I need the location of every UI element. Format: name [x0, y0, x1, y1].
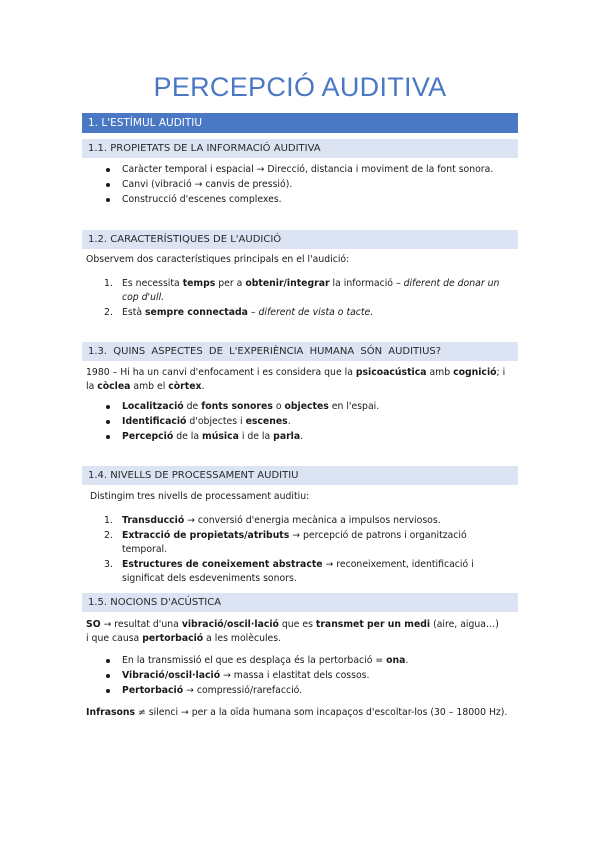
list-item: Caràcter temporal i espacial → Direcció, distancia i moviment de la font sonora.: [104, 163, 514, 177]
list-item: Pertorbació → compressió/rarefacció.: [104, 684, 514, 698]
subsection-1-5-heading: 1.5. NOCIONS D'ACÚSTICA: [82, 593, 518, 612]
list-item: Vibració/oscil·lació → massa i elastitat dels cossos.: [104, 669, 514, 683]
section-1-heading: 1. L'ESTÍMUL AUDITIU: [82, 113, 518, 133]
paragraph: SO → resultat d'una vibració/oscil·lació que es transmet per un medi (aire, aigua…) i que causa pertorbació a les molècules.: [86, 619, 499, 644]
list-item: Construcció d'escenes complexes.: [104, 193, 514, 207]
paragraph: Infrasons ≠ silenci → per a la oïda humana som incapaços d'escoltar-los (30 – 18000 Hz).: [86, 707, 508, 718]
properties-list: [104, 163, 514, 207]
aspects-list: [104, 400, 514, 444]
list-item: 2. Està sempre connectada – diferent de vista o tacte.: [104, 306, 374, 318]
list-item: 2. Extracció de propietats/atributs → percepció de patrons i organització temporal.: [104, 529, 467, 555]
acoustics-list: [104, 654, 514, 698]
list-item: 1. Es necessita temps per a obtenir/integrar la informació – diferent de donar un cop d'ull.: [104, 278, 500, 303]
subsection-1-1-heading: 1.1. PROPIETATS DE LA INFORMACIÓ AUDITIVA: [82, 139, 518, 158]
list-item: Canvi (vibració → canvis de pressió).: [104, 178, 514, 192]
paragraph: Distingim tres nivells de processament auditiu:: [90, 491, 310, 502]
page-title: PERCEPCIÓ AUDITIVA: [153, 72, 447, 102]
paragraph: 1980 – Hi ha un canvi d'enfocament i es considera que la psicoacústica amb cognició; i la còclea amb el còrtex.: [86, 367, 506, 392]
subsection-1-4-heading: 1.4. NIVELLS DE PROCESSAMENT AUDITIU: [82, 466, 518, 485]
characteristics-list: [104, 277, 500, 321]
list-item: En la transmissió el que es desplaça és la pertorbació = ona.: [104, 654, 514, 668]
levels-list: [104, 514, 514, 586]
paragraph: Observem dos característiques principals en el l'audició:: [86, 254, 350, 265]
list-item: 3. Estructures de coneixement abstracte → reconeixement, identificació i significat dels esdeveniments sonors.: [104, 558, 474, 584]
list-item: Percepció de la música i de la parla.: [104, 430, 514, 444]
list-item: 1. Transducció → conversió d'energia mecànica a impulsos nerviosos.: [104, 515, 441, 526]
list-item: Localització de fonts sonores o objectes en l'espai.: [104, 400, 514, 414]
list-item: Identificació d'objectes i escenes.: [104, 415, 514, 429]
subsection-1-2-heading: 1.2. CARACTERÍSTIQUES DE L'AUDICIÓ: [82, 230, 518, 249]
subsection-1-3-heading: 1.3. QUINS ASPECTES DE L'EXPERIÈNCIA HUMANA SÓN AUDITIUS?: [82, 342, 518, 361]
